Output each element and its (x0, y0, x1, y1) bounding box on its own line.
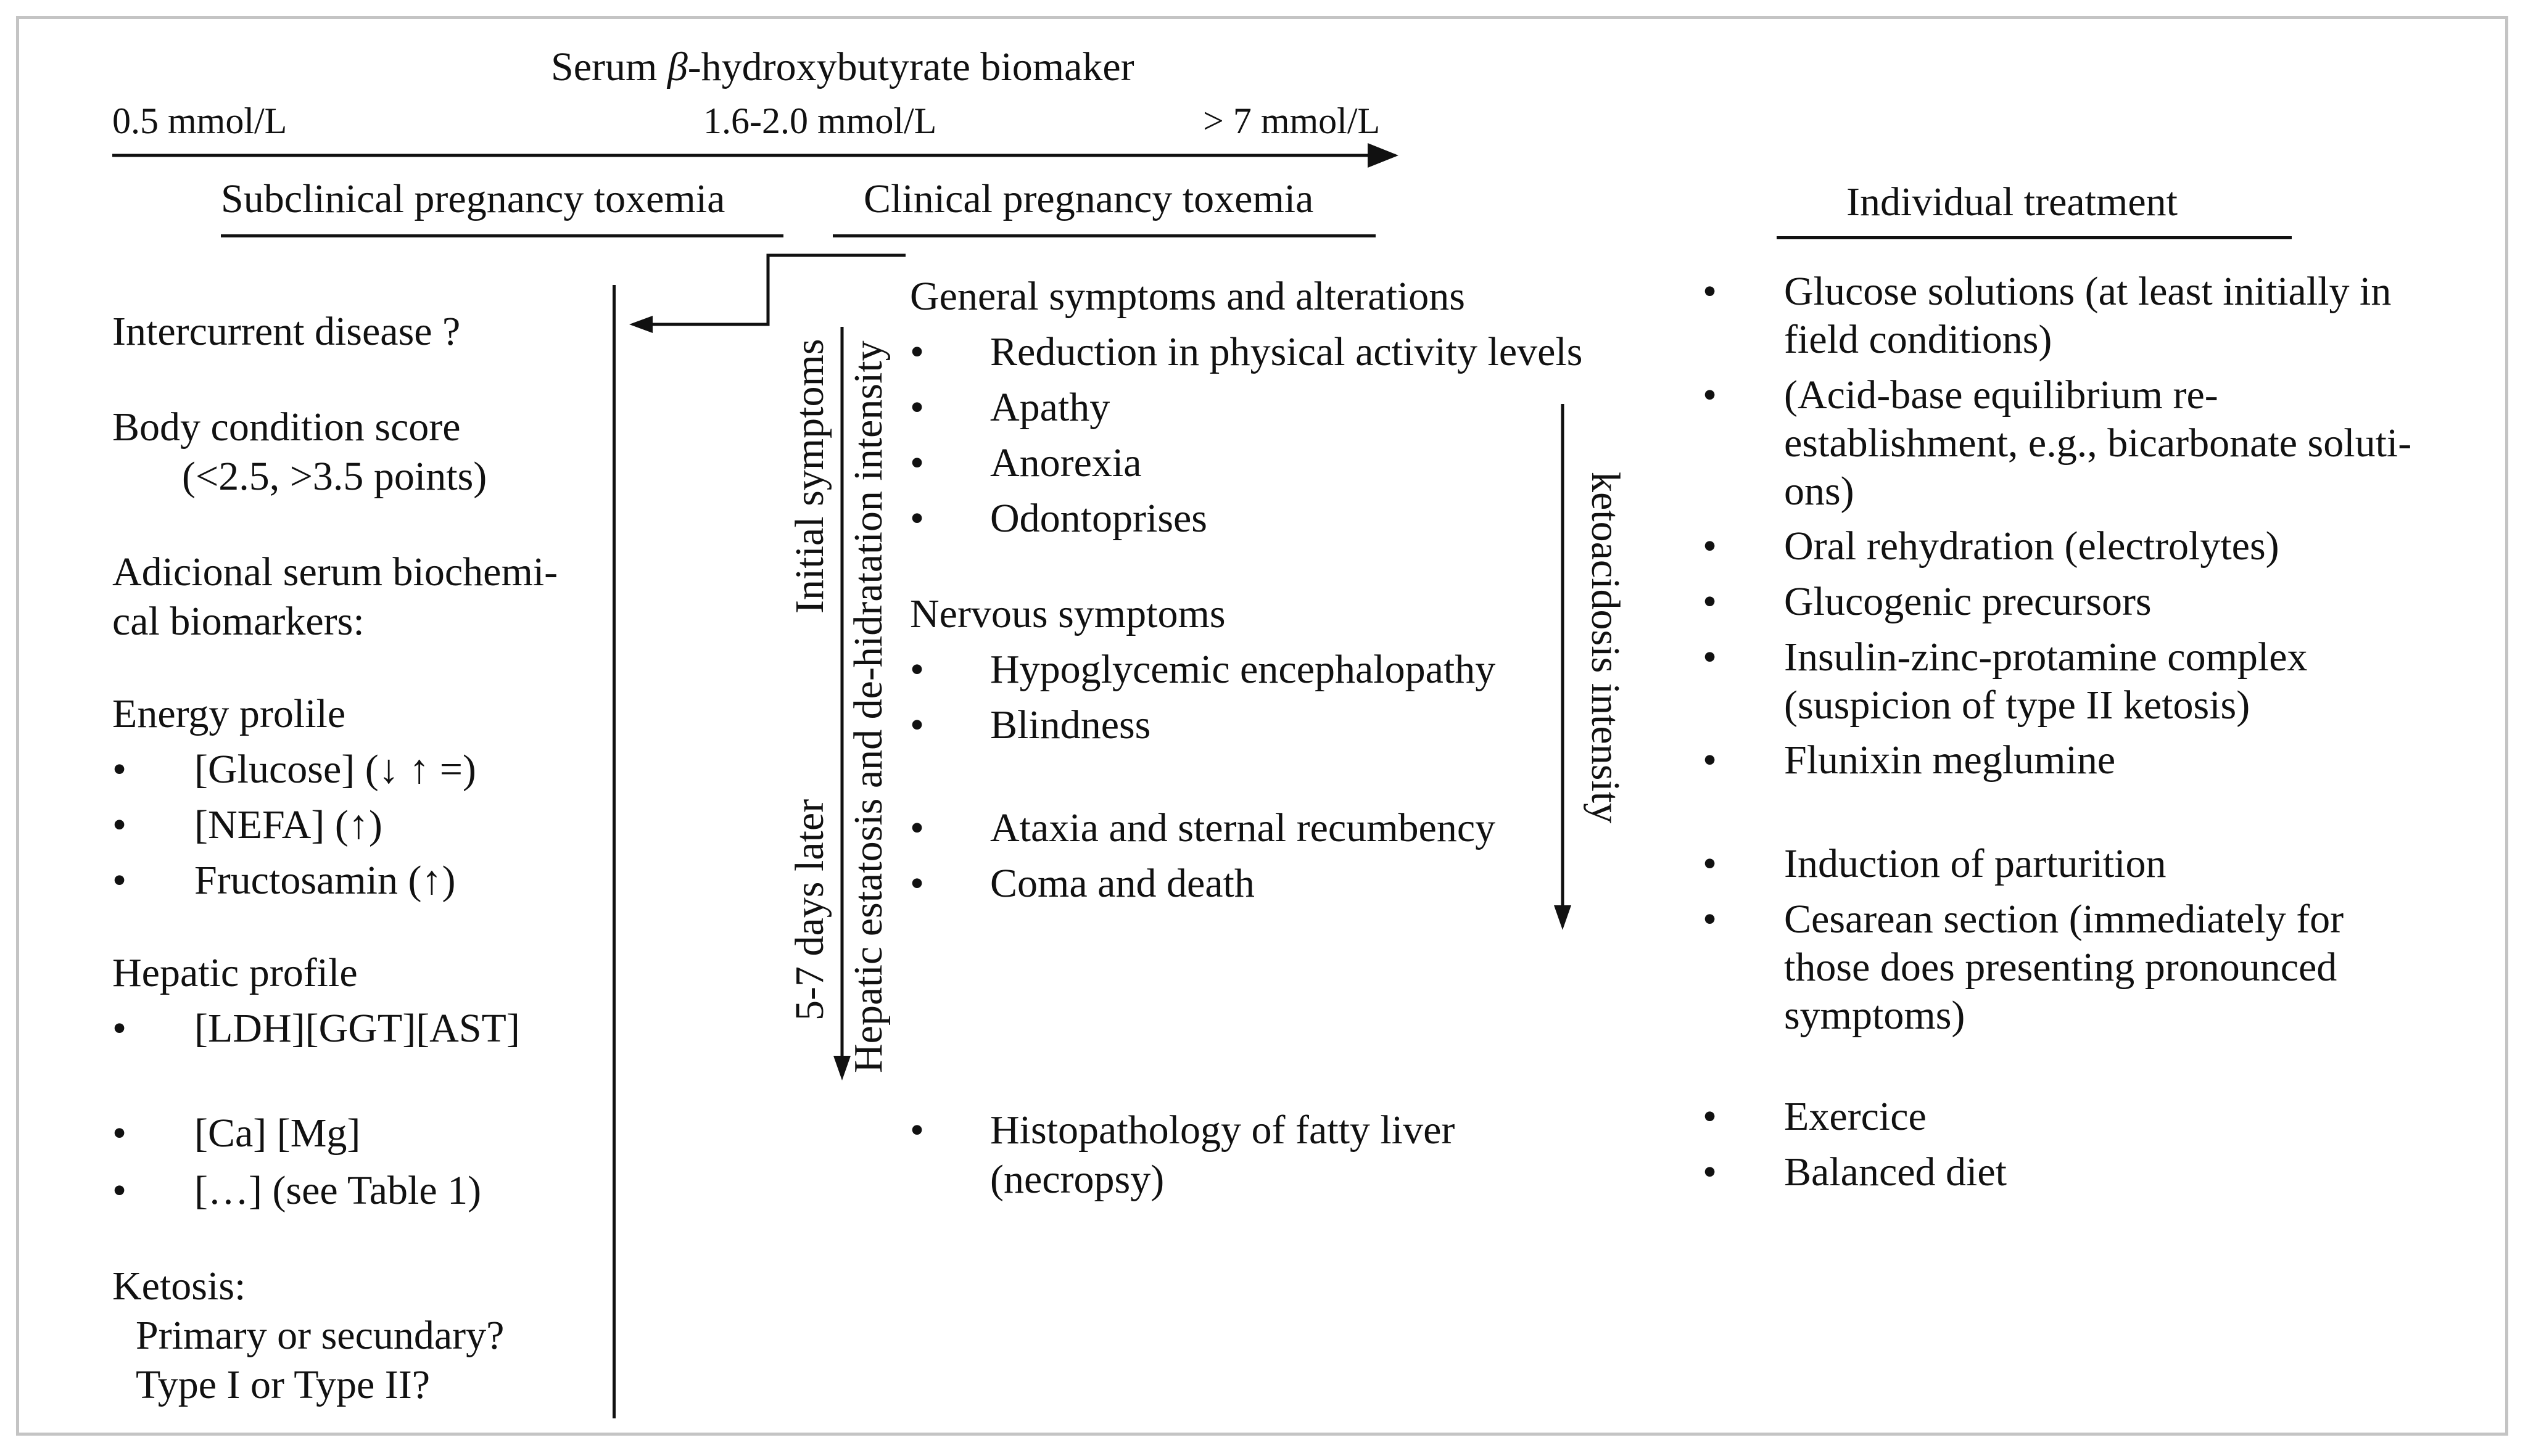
bullet: • (910, 440, 925, 485)
adicional-title: Adicional serum biochemi- (112, 549, 558, 594)
energy-item: [Glucose] (↓ ↑ =) (194, 747, 476, 792)
bcs-range: (<2.5, >3.5 points) (182, 454, 487, 499)
energy-title: Energy prolile (112, 691, 346, 736)
treatment-item-cont: field conditions) (1784, 317, 2052, 362)
bullet: • (112, 1006, 127, 1051)
initial-symptoms-label: Initial symptoms (787, 339, 832, 614)
treatment-item: (Acid-base equilibrium re- (1784, 372, 2218, 417)
bullet: • (910, 1108, 925, 1153)
later-label: 5-7 days later (787, 799, 832, 1021)
connector-arrowhead (629, 316, 653, 333)
histopathology-cont: (necropsy) (990, 1157, 1165, 1202)
treatment-item-cont: establishment, e.g., bicarbonate soluti- (1784, 421, 2412, 466)
bullet: • (112, 747, 127, 792)
connector-path (635, 255, 906, 324)
bullet: • (1703, 1150, 1717, 1195)
bullet: • (1703, 635, 1717, 680)
bullet: • (1703, 1094, 1717, 1139)
subclinical-header: Subclinical pregnancy toxemia (221, 176, 725, 221)
bullet: • (1703, 897, 1717, 942)
hepatic-title: Hepatic profile (112, 950, 358, 995)
scale-label-mid: 1.6-2.0 mmol/L (703, 101, 937, 141)
treatment-item-cont: symptoms) (1784, 993, 1965, 1038)
treatment-item: Glucose solutions (at least initially in (1784, 269, 2392, 314)
treatment-header: Individual treatment (1846, 179, 2178, 224)
bullet: • (1703, 372, 1717, 417)
late-symptom: Ataxia and sternal recumbency (990, 805, 1496, 850)
treatment-item: Insulin-zinc-protamine complex (1784, 635, 2308, 680)
bullet: • (1703, 579, 1717, 624)
general-symptom: Odontoprises (990, 496, 1207, 541)
treatment-item: Exercice (1784, 1094, 1927, 1139)
late-symptom: Coma and death (990, 861, 1255, 906)
nervous-symptom: Hypoglycemic encephalopathy (990, 647, 1496, 692)
hepatic-intensity-label: Hepatic estatosis and de-hidratation intensity (846, 340, 891, 1073)
histopathology: Histopathology of fatty liver (990, 1108, 1455, 1153)
nervous-symptom: Blindness (990, 702, 1151, 747)
ketoacidosis-arrowhead (1554, 905, 1571, 930)
bullet: • (1703, 524, 1717, 569)
bullet: • (112, 1111, 127, 1156)
treatment-item: Induction of parturition (1784, 841, 2167, 886)
clinical-header: Clinical pregnancy toxemia (864, 176, 1314, 221)
treatment-item: Glucogenic precursors (1784, 579, 2152, 624)
bullet: • (910, 496, 925, 541)
intercurrent-disease: Intercurrent disease ? (112, 309, 461, 354)
ketoacidosis-label: ketoacidosis intensity (1583, 472, 1628, 824)
bullet: • (1703, 269, 1717, 314)
ketosis-title: Ketosis: (112, 1264, 246, 1309)
hepatic-item: [LDH][GGT][AST] (194, 1006, 520, 1051)
bullet: • (1703, 841, 1717, 886)
bullet: • (112, 802, 127, 847)
treatment-item-cont: (suspicion of type II ketosis) (1784, 683, 2250, 728)
general-symptom: Apathy (990, 385, 1110, 430)
scale-label-high: > 7 mmol/L (1203, 101, 1381, 141)
ketosis-question-2: Type I or Type II? (136, 1362, 431, 1407)
bullet: • (910, 805, 925, 850)
treatment-item: Cesarean section (immediately for (1784, 897, 2344, 942)
energy-item: Fructosamin (↑) (194, 858, 456, 903)
treatment-item-cont: ons) (1784, 469, 1854, 514)
scale-label-low: 0.5 mmol/L (112, 101, 287, 141)
ketosis-question-1: Primary or secundary? (136, 1313, 505, 1358)
bullet: • (910, 647, 925, 692)
general-symptoms-title: General symptoms and alterations (910, 274, 1465, 319)
adicional-title-cont: cal biomarkers: (112, 599, 365, 644)
bullet: • (910, 329, 925, 374)
other-item: [Ca] [Mg] (194, 1111, 361, 1156)
bullet: • (112, 858, 127, 903)
treatment-item: Oral rehydration (electrolytes) (1784, 524, 2279, 569)
bullet: • (910, 702, 925, 747)
treatment-item: Balanced diet (1784, 1150, 2007, 1195)
other-item: […] (see Table 1) (194, 1168, 482, 1213)
energy-item: [NEFA] (↑) (194, 802, 382, 847)
bullet: • (112, 1168, 127, 1213)
bullet: • (910, 385, 925, 430)
nervous-symptoms-title: Nervous symptoms (910, 591, 1226, 636)
scale-title: Serum β-hydroxybutyrate biomaker (551, 44, 1134, 89)
bullet: • (910, 861, 925, 906)
treatment-item: Flunixin meglumine (1784, 738, 2116, 783)
general-symptom: Anorexia (990, 440, 1142, 485)
bcs-title: Body condition score (112, 405, 461, 450)
bullet: • (1703, 738, 1717, 783)
treatment-item-cont: those does presenting pronounced (1784, 945, 2337, 990)
general-symptom: Reduction in physical activity levels (990, 329, 1583, 374)
